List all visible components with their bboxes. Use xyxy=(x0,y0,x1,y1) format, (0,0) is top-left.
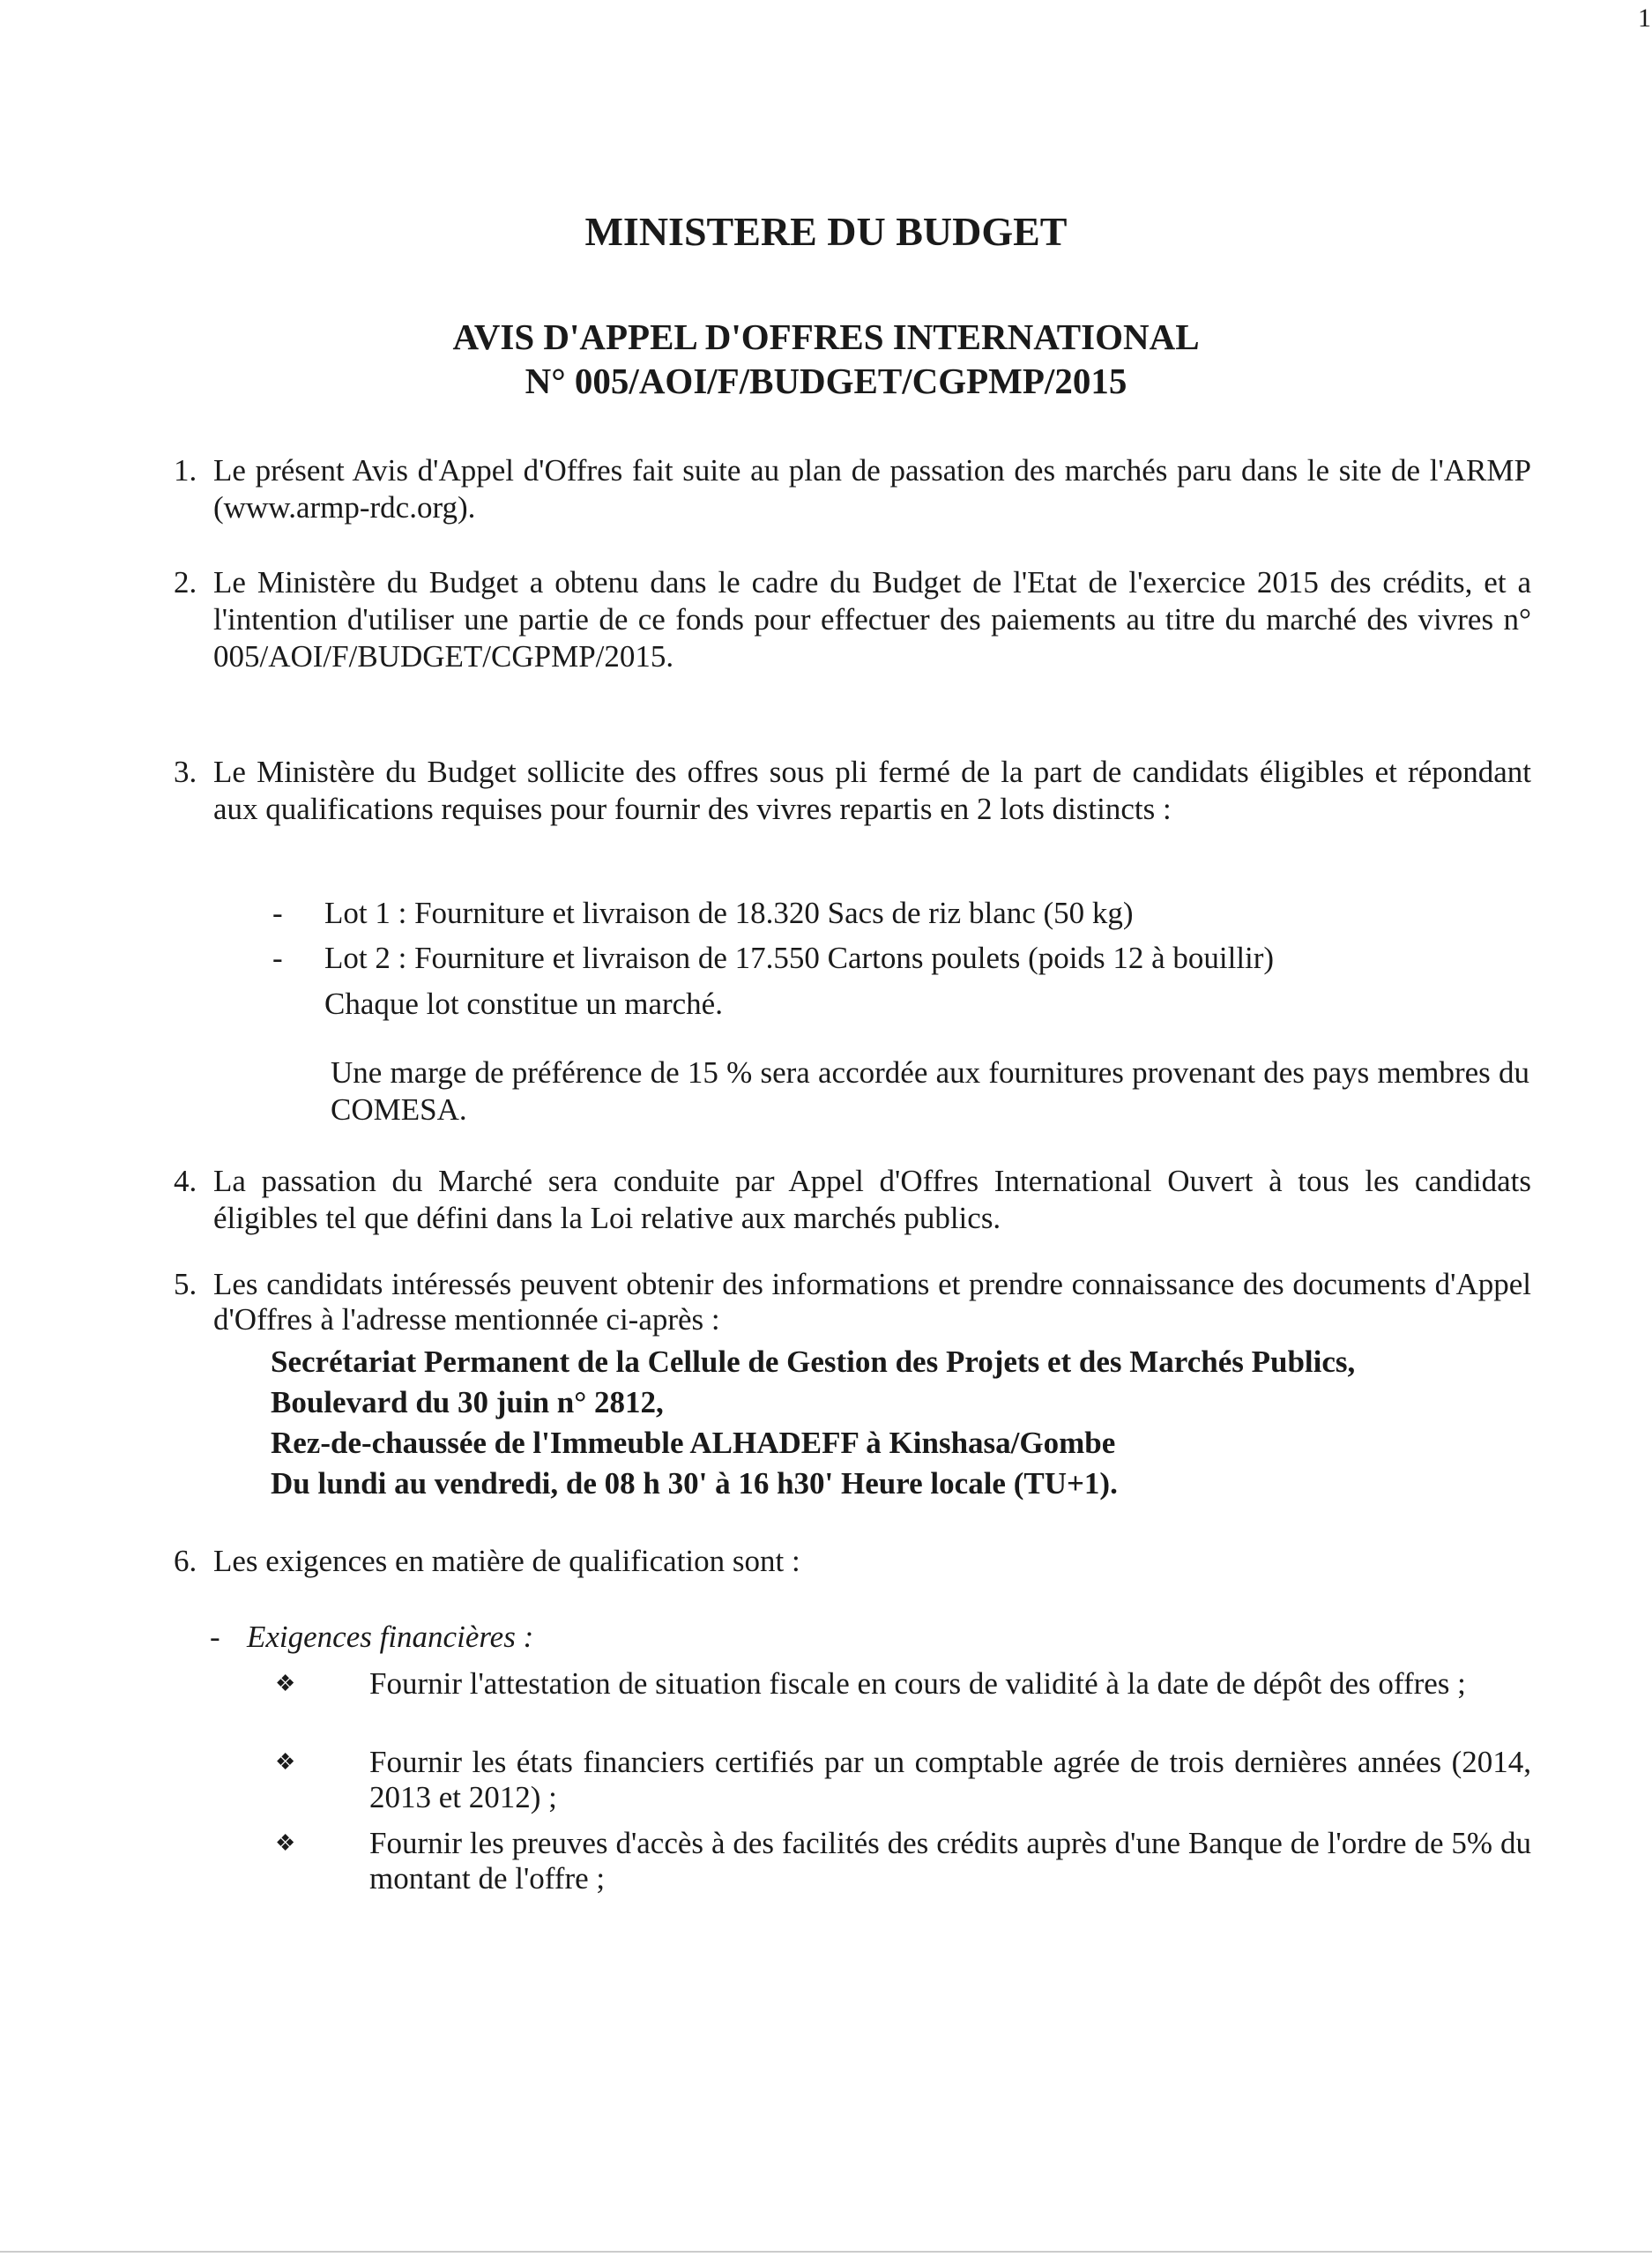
paragraph-4 xyxy=(174,1163,1531,1237)
financial-item-text: Fournir les états financiers certifiés par un comptable agrée de trois dernières années (2014, 2013 et 2012) ; xyxy=(369,1745,1531,1814)
lot-text: Lot 1 : Fourniture et livraison de 18.320 Sacs de riz blanc (50 kg) xyxy=(324,896,1134,930)
paragraph-1 xyxy=(174,452,1531,526)
lot-2 xyxy=(272,936,1274,980)
notice-title: AVIS D'APPEL D'OFFRES INTERNATIONAL xyxy=(452,317,1200,357)
paragraph-number: 4. xyxy=(174,1164,197,1198)
paragraph-text: Les exigences en matière de qualification sont : xyxy=(213,1544,800,1578)
paragraph-text: Les candidats intéressés peuvent obtenir des informations et prendre connaissance des documents d'Appel d'Offres à l'adresse mentionnée ci-après : xyxy=(213,1267,1531,1337)
preference-note: Une marge de préférence de 15 % sera accordée aux fournitures provenant des pays membres du COMESA. xyxy=(331,1055,1529,1127)
dash: - xyxy=(272,896,283,930)
paragraph-text: Le Ministère du Budget sollicite des offres sous pli fermé de la part de candidats éligibles et répondant aux qualifications requises pour fournir des vivres repartis en 2 lots distincts : xyxy=(213,755,1531,826)
diamond-bullet-icon: ❖ xyxy=(275,1830,296,1856)
notice-reference: N° 005/AOI/F/BUDGET/CGPMP/2015 xyxy=(525,361,1127,401)
paragraph-3 xyxy=(174,754,1531,828)
dash: - xyxy=(272,941,283,975)
paragraph-number: 1. xyxy=(174,453,197,488)
paragraph-5 xyxy=(174,1267,1531,1337)
page-number: 1 xyxy=(1638,4,1651,33)
paragraph-number: 3. xyxy=(174,755,197,789)
lot-1 xyxy=(272,891,1134,935)
diamond-bullet-icon: ❖ xyxy=(275,1749,296,1775)
paragraph-number: 2. xyxy=(174,565,197,600)
diamond-bullet-icon: ❖ xyxy=(275,1671,296,1696)
paragraph-2 xyxy=(174,564,1531,675)
paragraph-text: Le présent Avis d'Appel d'Offres fait suite au plan de passation des marchés paru dans le site de l'ARMP (www.armp-rdc.org). xyxy=(213,453,1531,525)
dash: - xyxy=(210,1620,220,1654)
address-block xyxy=(271,1342,1355,1504)
lot-note: Chaque lot constitue un marché. xyxy=(324,987,723,1021)
address-line: Du lundi au vendredi, de 08 h 30' à 16 h30' Heure locale (TU+1). xyxy=(271,1466,1118,1501)
financial-item-text: Fournir les preuves d'accès à des facilités des crédits auprès d'une Banque de l'ordre de 5% du montant de l'offre ; xyxy=(369,1826,1531,1896)
financial-heading xyxy=(210,1620,533,1655)
address-line: Boulevard du 30 juin n° 2812, xyxy=(271,1385,664,1419)
financial-item-2 xyxy=(275,1745,1531,1815)
paragraph-text: La passation du Marché sera conduite par Appel d'Offres International Ouvert à tous les candidats éligibles tel que défini dans la Loi relative aux marchés publics. xyxy=(213,1164,1531,1235)
address-line: Rez-de-chaussée de l'Immeuble ALHADEFF à Kinshasa/Gombe xyxy=(271,1426,1116,1460)
paragraph-number: 5. xyxy=(174,1267,197,1301)
paragraph-number: 6. xyxy=(174,1544,197,1578)
paragraph-text: Le Ministère du Budget a obtenu dans le cadre du Budget de l'Etat de l'exercice 2015 des crédits, et a l'intention d'utiliser une partie de ce fonds pour effectuer des paiements au titre du marché des vivres n° 005/AOI/F/BUDGET/CGPMP/2015. xyxy=(213,565,1531,674)
ministry-title: MINISTERE DU BUDGET xyxy=(584,209,1068,254)
bottom-rule xyxy=(0,2251,1652,2253)
financial-item-3 xyxy=(275,1826,1531,1896)
financial-item-text: Fournir l'attestation de situation fiscale en cours de validité à la date de dépôt des offres ; xyxy=(369,1666,1466,1701)
paragraph-6 xyxy=(174,1543,1531,1580)
address-line: Secrétariat Permanent de la Cellule de Gestion des Projets et des Marchés Publics, xyxy=(271,1345,1356,1379)
financial-heading-text: Exigences financières : xyxy=(247,1620,534,1654)
lot-text: Lot 2 : Fourniture et livraison de 17.550 Cartons poulets (poids 12 à bouillir) xyxy=(324,941,1275,975)
financial-item-1 xyxy=(275,1666,1531,1702)
